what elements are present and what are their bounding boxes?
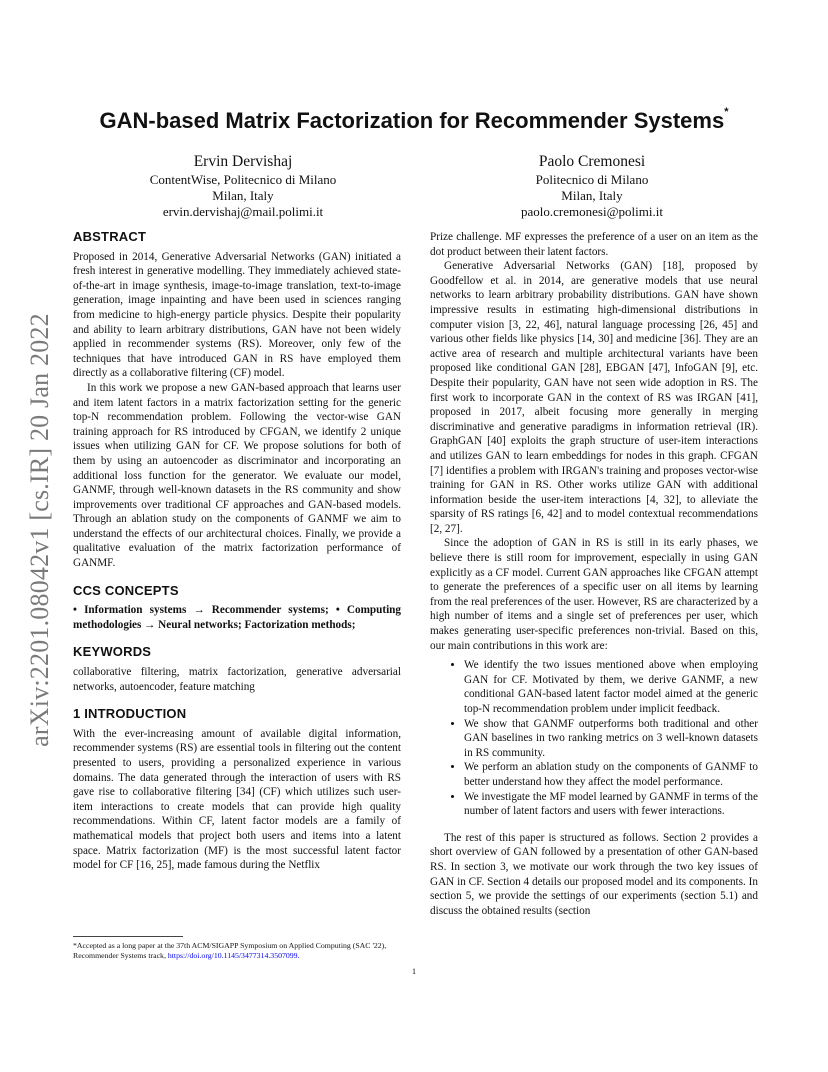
abstract-paragraph: Proposed in 2014, Generative Adversarial Networks (GAN) initiated a fresh interest in generative modelling. They immediately achieved state-of-the-art in image synthesis, image-to-image translation, text-to-image generation, image inpainting and have been used in sciences ranging from medicine to high-energy particle physics. Despite their popularity and ability to learn arbitrary distributions, GAN have not been widely applied in recommender systems (RS). Moreover, only few of the techniques that have introduced GAN in RS have employed them directly as a collaborative filtering (CF) model. — [73, 250, 401, 380]
introduction-heading: 1 INTRODUCTION — [73, 706, 187, 722]
body-paragraph: The rest of this paper is structured as follows. Section 2 provides a short overview of GAN followed by a presentation of other GAN-based RS. In section 3, we motivate our work through the two key issues of GAN in CF. Section 4 details our proposed model and its components. In section 5, we provide the settings of our experiments (section 5.1) and discuss the obtained results (section — [430, 831, 758, 917]
left-column — [73, 230, 401, 873]
body-paragraph: Prize challenge. MF expresses the preference of a user on an item as the dot product between their latent factors. — [430, 231, 758, 258]
keywords-heading: KEYWORDS — [73, 644, 152, 660]
author-email: ervin.dervishaj@mail.polimi.it — [162, 204, 324, 219]
contribution-item: • We investigate the MF model learned by GANMF in terms of the number of latent factors and users with fewer interactions. — [464, 790, 758, 819]
contribution-item: • We identify the two issues mentioned above when employing GAN for CF. Motivated by them, we derive GANMF, a new conditional GAN-based latent factor model aimed at the generic top-N recommendation problem under implicit feedback. — [464, 658, 758, 716]
arxiv-stamp — [20, 300, 60, 760]
author-location: Milan, Italy — [561, 188, 623, 203]
abstract-heading: ABSTRACT — [73, 229, 147, 244]
footnote-text: *Accepted as a long paper at the 37th ACM/SIGAPP Symposium on Applied Computing (SAC '22), Recommender Systems track, — [73, 941, 387, 960]
author-affiliation: ContentWise, Politecnico di Milano — [149, 172, 337, 187]
right-column — [430, 230, 758, 918]
contribution-item: • We perform an ablation study on the components of GANMF to better understand how they affect the model performance. — [464, 760, 758, 789]
paper-title — [0, 108, 828, 134]
page-number: 1 — [411, 966, 417, 976]
arxiv-stamp-text: arXiv:2201.08042v1 [cs.IR] 20 Jan 2022 — [25, 313, 54, 747]
author-name: Paolo Cremonesi — [538, 153, 646, 170]
introduction-paragraph: With the ever-increasing amount of available digital information, recommender systems (RS) are essential tools in filtering out the content presented to users, providing a personalized experience in various domains. The data generated through the interaction of users with RS gave rise to collaborative filtering [34] (CF) which utilizes such user-item interactions to create models that can provide high quality recommendations. Within CF, latent factor models are a family of mathematical models that project both users and items into a latent space. Matrix factorization (MF) is the most successful latent factor model for CF [16, 25], made famous during the Netflix — [73, 727, 401, 872]
author-email: paolo.cremonesi@polimi.it — [521, 204, 663, 219]
abstract-paragraph: In this work we propose a new GAN-based approach that learns user and item latent factors in a matrix factorization setting for the generic top-N recommendation problem. Following the vector-wise GAN training approach for RS introduced by CFGAN, we identify 2 unique issues when utilizing GAN for CF. We propose solutions for both of them by using an autoencoder as discriminator and incorporating an additional loss function for the generator. We evaluate our model, GANMF, through well-known datasets in the RS community and show improvements over traditional CF approaches and GAN-based models. Through an ablation study on the components of GANMF we aim to understand the effects of our architectural choices. Finally, we provide a qualitative evaluation of the matrix factorization performance of GANMF. — [73, 381, 401, 570]
body-paragraph: Since the adoption of GAN in RS is still in its early phases, we believe there is still room for improvement, especially in using GAN explicitly as a CF model. Current GAN approaches like CFGAN attempt to generate the preferences of a specific user on all items by learning from the real preferences of the user. However, RS are characterized by a high number of items and a single set of preferences per user, which makes generating user-specific preferences non-trivial. Based on this, our main contributions in this work are: — [430, 537, 758, 652]
author-affiliation: Politecnico di Milano — [535, 172, 649, 187]
ccs-heading: CCS CONCEPTS — [73, 582, 179, 598]
title-footnote-marker: * — [724, 106, 729, 118]
keywords-text: collaborative filtering, matrix factorization, generative adversarial networks, autoencoder, feature matching — [73, 666, 401, 693]
contributions-list — [430, 658, 758, 819]
author-name: Ervin Dervishaj — [193, 153, 293, 170]
footnote-rule — [73, 936, 183, 937]
doi-link[interactable]: https://doi.org/10.1145/3477314.3507099. — [167, 951, 300, 960]
body-paragraph: Generative Adversarial Networks (GAN) [18], proposed by Goodfellow et al. in 2014, are generative models that use neural networks to learn arbitrary probability distributions. GAN have shown impressive results in estimating high-dimensional distributions in computer vision [3, 22, 46], natural language processing [26, 45] and various other fields like physics [14, 30] and medicine [36]. They are an active area of research and multiple architectural variants have been proposed like conditional GAN [28], EBGAN [47], InfoGAN [9], etc. Despite their popularity, GAN have not seen wide adoption in RS. The first work to incorporate GAN in the context of RS was IRGAN [41], proposed in 2017, albeit focusing more generally in merging discriminative and generative paradigms in information retrieval (IR). GraphGAN [40] exploits the graph structure of user-item interactions and utilizes GAN to learn embeddings for nodes in this graph. CFGAN [7] identifies a problem with IRGAN's training and proposes vector-wise training for GAN in RS. Other works utilize GAN with additional information beside the user-item interactions [4, 32], to alleviate the sparsity of RS ratings [6, 42] and to model contextual recommendations [2, 27]. — [430, 260, 758, 535]
author-location: Milan, Italy — [212, 188, 274, 203]
contribution-item: • We show that GANMF outperforms both traditional and other GAN baselines in two ranking metrics on 3 well-known datasets in RS community. — [464, 717, 758, 761]
author-block-2 — [442, 152, 742, 220]
footnote — [73, 936, 401, 961]
paper-title-text: GAN-based Matrix Factorization for Recommender Systems — [99, 108, 725, 133]
ccs-concepts: • Information systems → Recommender systems; • Computing methodologies → Neural networks; Factorization methods; — [73, 604, 401, 631]
author-block-1 — [93, 152, 393, 220]
